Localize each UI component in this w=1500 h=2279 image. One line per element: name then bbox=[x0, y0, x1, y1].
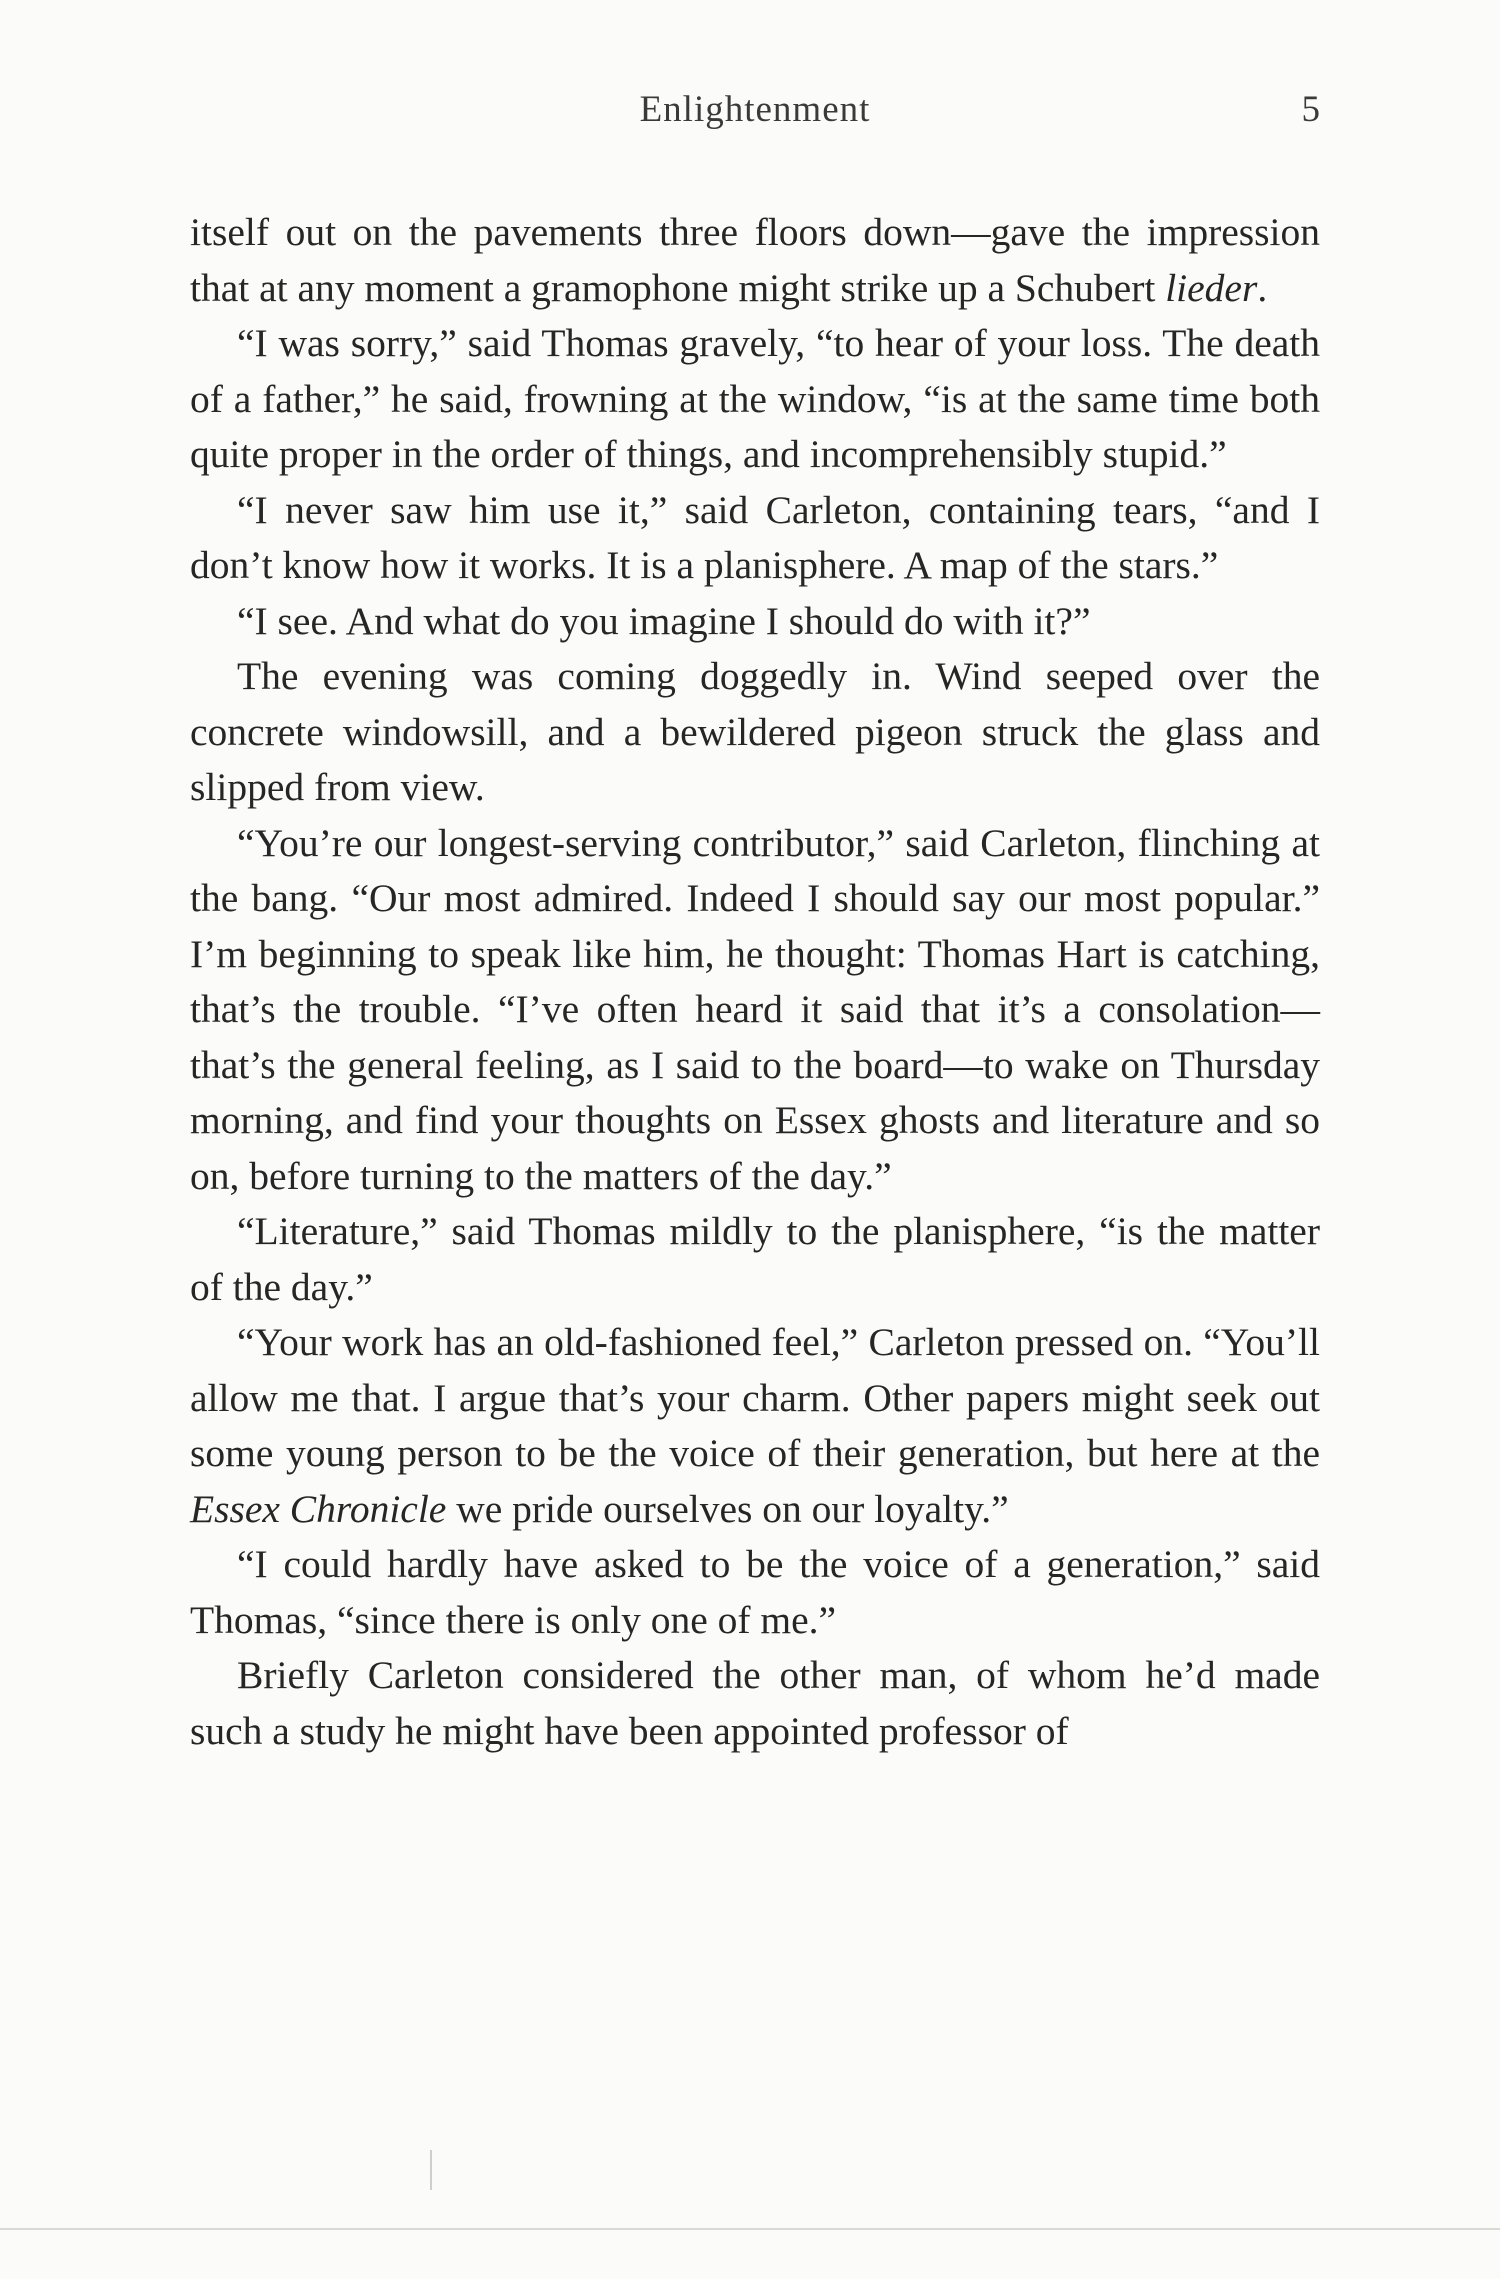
paragraph-8 bbox=[190, 1315, 1320, 1537]
running-head bbox=[190, 88, 1320, 138]
paragraph-2: “I was sorry,” said Thomas gravely, “to hear of your loss. The death of a father,” he said, frowning at the window, “is at the same time both quite proper in the order of things, and incomprehensibly stupid.” bbox=[190, 321, 1320, 476]
paragraph-1-text: itself out on the pavements three floors down—gave the impression that at any moment a gramophone might strike up a Schubert bbox=[190, 210, 1320, 310]
paragraph-7: “Literature,” said Thomas mildly to the planisphere, “is the matter of the day.” bbox=[190, 1209, 1320, 1309]
running-title: Enlightenment bbox=[639, 89, 871, 130]
paragraph-8-text: “Your work has an old-fashioned feel,” Carleton pressed on. “You’ll allow me that. I argue that’s your charm. Other papers might seek out some young person to be the voice of their generation, but here at the bbox=[190, 1320, 1320, 1475]
paragraph-9: “I could hardly have asked to be the voice of a generation,” said Thomas, “since there is only one of me.” bbox=[190, 1542, 1320, 1642]
paragraph-8-italic: Essex Chronicle bbox=[190, 1486, 447, 1531]
body-text bbox=[190, 205, 1320, 1759]
paragraph-3: “I never saw him use it,” said Carleton, containing tears, “and I don’t know how it works. It is a planisphere. A map of the stars.” bbox=[190, 487, 1320, 587]
page-number: 5 bbox=[1301, 89, 1320, 130]
paragraph-10: Briefly Carleton considered the other man, of whom he’d made such a study he might have been appointed professor of bbox=[190, 1653, 1320, 1753]
paragraph-1 bbox=[190, 205, 1320, 316]
page-edge-rule bbox=[0, 2228, 1500, 2230]
paragraph-8-end: we pride ourselves on our loyalty.” bbox=[446, 1486, 1009, 1531]
paragraph-4: “I see. And what do you imagine I should do with it?” bbox=[237, 598, 1091, 643]
paragraph-1-italic: lieder bbox=[1165, 265, 1258, 310]
paragraph-5: The evening was coming doggedly in. Wind seeped over the concrete windowsill, and a bewildered pigeon struck the glass and slipped from view. bbox=[190, 654, 1320, 809]
gutter-mark bbox=[430, 2150, 432, 2190]
paragraph-6: “You’re our longest-serving contributor,” said Carleton, flinching at the bang. “Our most admired. Indeed I should say our most popular.” I’m beginning to speak like him, he thought: Thomas Hart is catching, that’s the trouble. “I’ve often heard it said that it’s a consolation—that’s the general feeling, as I said to the board—to wake on Thursday morning, and find your thoughts on Essex ghosts and literature and so on, before turning to the matters of the day.” bbox=[190, 820, 1320, 1198]
paragraph-1-end: . bbox=[1257, 265, 1268, 310]
